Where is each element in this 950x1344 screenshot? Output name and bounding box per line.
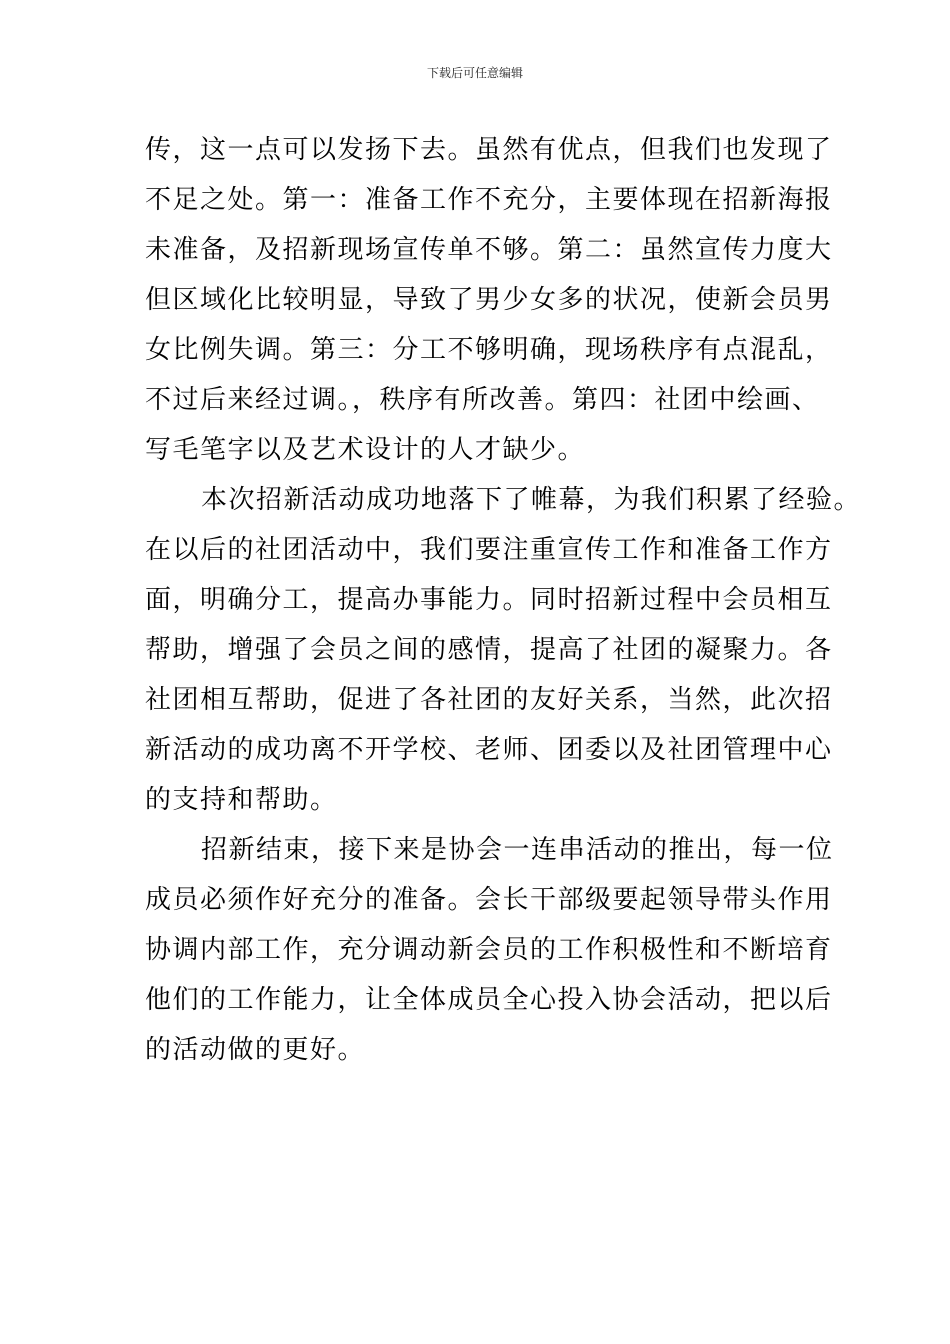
text-line: 未准备，及招新现场宣传单不够。第二：虽然宣传力度大 (145, 235, 833, 265)
paragraph-1 (145, 125, 833, 475)
text-line: 招新结束，接下来是协会一连串活动的推出，每一位 (201, 835, 834, 865)
document-body (145, 125, 862, 1075)
text-line: 在以后的社团活动中，我们要注重宣传工作和准备工作方 (145, 535, 833, 565)
text-line: 社团相互帮助，促进了各社团的友好关系，当然，此次招 (145, 685, 833, 715)
text-line: 的支持和帮助。 (145, 785, 338, 815)
text-line: 面，明确分工，提高办事能力。同时招新过程中会员相互 (145, 585, 833, 615)
text-line: 不过后来经过调。，秩序有所改善。第四：社团中绘画、 (145, 385, 820, 415)
text-line: 新活动的成功离不开学校、老师、团委以及社团管理中心 (145, 735, 833, 765)
text-line: 传，这一点可以发扬下去。虽然有优点，但我们也发现了 (145, 135, 833, 165)
page-header: 下载后可任意编辑 (426, 66, 523, 80)
text-line: 但区域化比较明显，导致了男少女多的状况，使新会员男 (145, 285, 833, 315)
paragraph-3 (145, 825, 834, 1075)
text-line: 本次招新活动成功地落下了帷幕，为我们积累了经验。 (201, 485, 862, 515)
text-line: 女比例失调。第三：分工不够明确，现场秩序有点混乱， (145, 335, 833, 365)
paragraph-2 (145, 475, 862, 825)
text-line: 协调内部工作，充分调动新会员的工作积极性和不断培育 (145, 935, 833, 965)
text-line: 的活动做的更好。 (145, 1035, 366, 1065)
text-line: 成员必须作好充分的准备。会长干部级要起领导带头作用 (145, 885, 833, 915)
text-line: 他们的工作能力，让全体成员全心投入协会活动，把以后 (145, 985, 833, 1015)
text-line: 写毛笔字以及艺术设计的人才缺少。 (145, 435, 586, 465)
text-line: 不足之处。第一：准备工作不充分，主要体现在招新海报 (145, 185, 833, 215)
text-line: 帮助，增强了会员之间的感情，提高了社团的凝聚力。各 (145, 635, 833, 665)
